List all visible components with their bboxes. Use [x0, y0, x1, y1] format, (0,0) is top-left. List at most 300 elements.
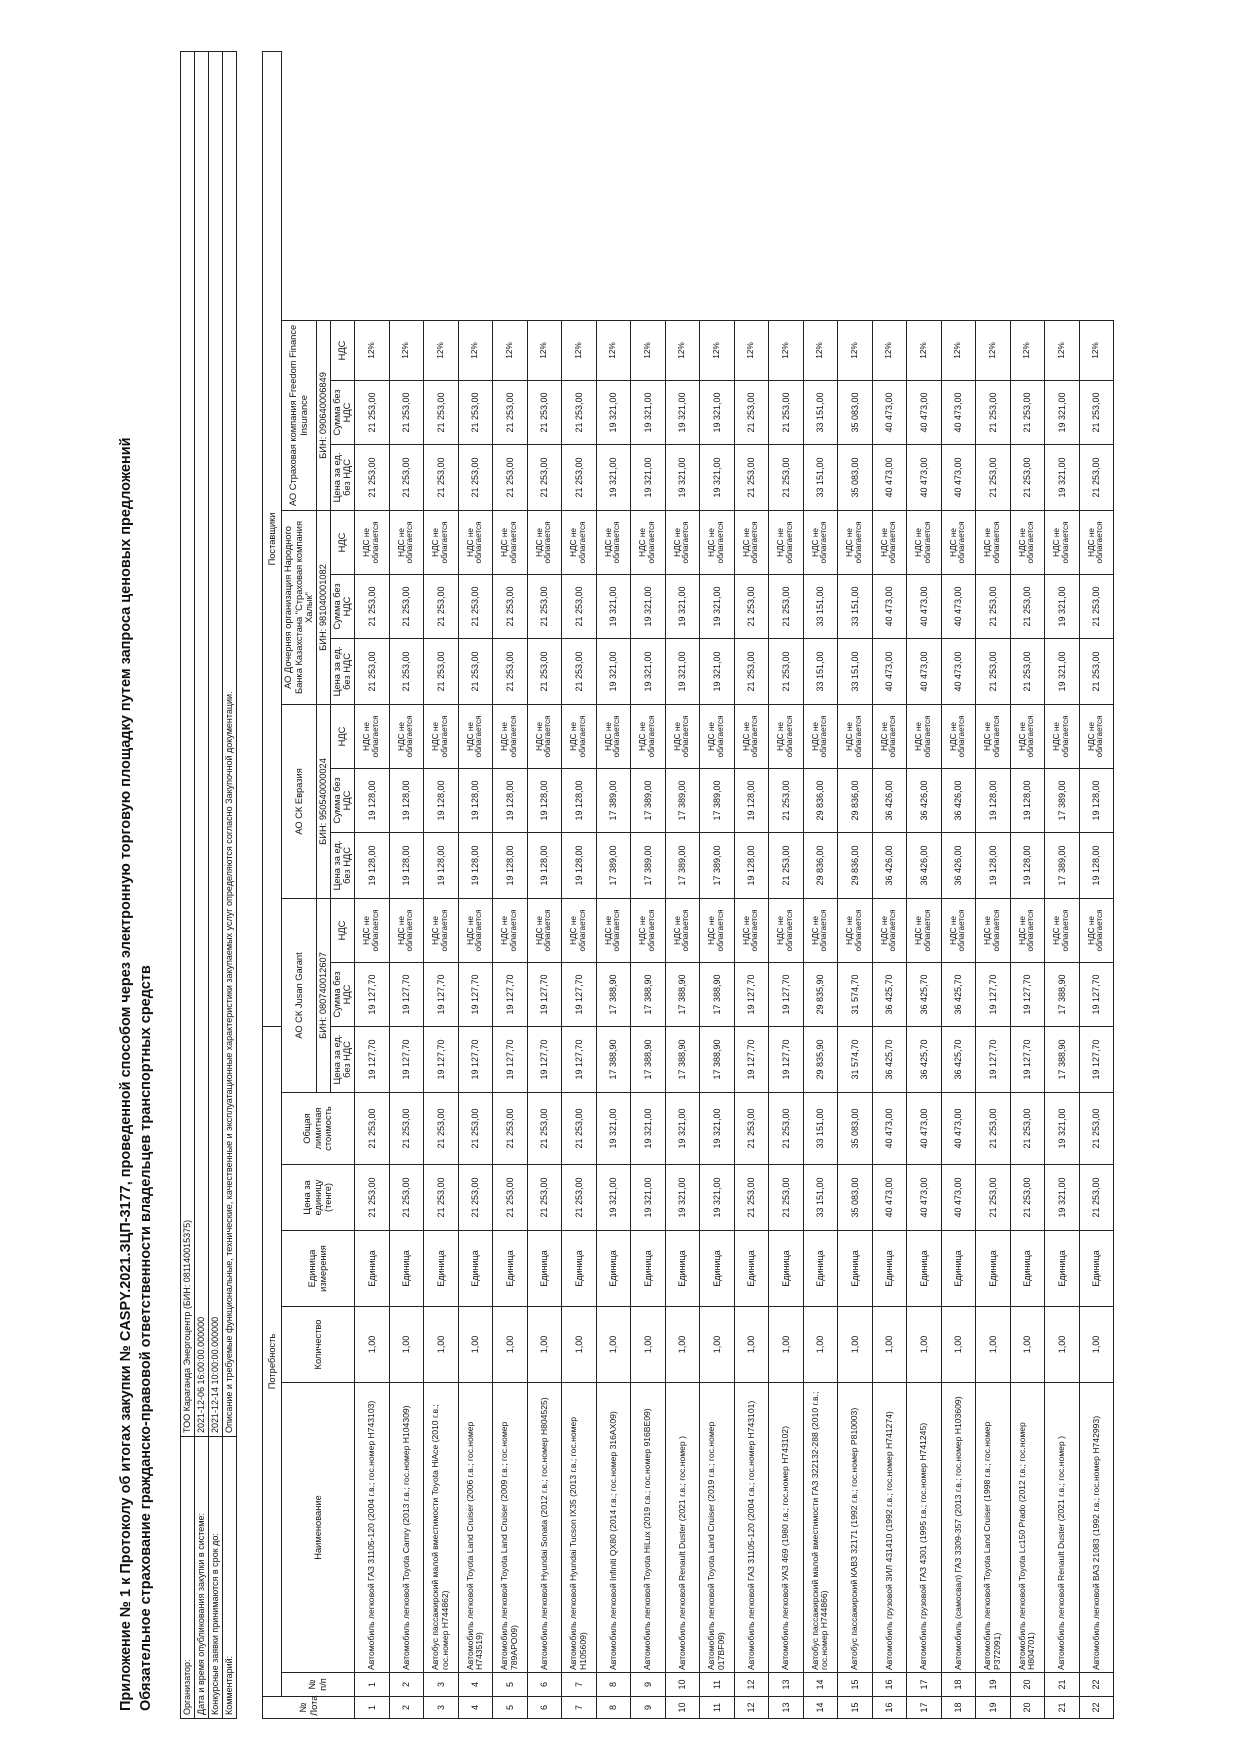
- supplier-4-sum: 19 321,00: [700, 380, 735, 444]
- supplier-3-sum: 33 151,00: [803, 574, 838, 638]
- supplier-2-sum: 19 128,00: [458, 768, 493, 832]
- total-cost: 19 321,00: [596, 1093, 631, 1165]
- supplier-2-price: 36 426,00: [941, 832, 976, 898]
- supplier-2-vat: НДС не облагается: [355, 704, 390, 768]
- unit-price: 19 321,00: [700, 1165, 735, 1231]
- total-cost: 21 253,00: [769, 1093, 804, 1165]
- total-cost: 21 253,00: [458, 1093, 493, 1165]
- supplier-1-vat: НДС не облагается: [1045, 898, 1080, 962]
- supplier-4-price: 19 321,00: [700, 444, 735, 510]
- total-cost: 21 253,00: [493, 1093, 528, 1165]
- meta-row: [181, 52, 195, 1719]
- quantity: 1,00: [1079, 1307, 1114, 1383]
- supplier-2-price: 17 389,00: [631, 832, 666, 898]
- unit: Единица: [734, 1231, 769, 1307]
- supplier-1-sum: 17 388,90: [1045, 962, 1080, 1026]
- supplier-4-vat-rate: 12%: [700, 320, 735, 380]
- supplier-1-vat: НДС не облагается: [1010, 898, 1045, 962]
- supplier-3-price: 21 253,00: [493, 638, 528, 704]
- supplier-1-price: 19 127,70: [976, 1026, 1011, 1092]
- supplier-4-sum: 21 253,00: [976, 380, 1011, 444]
- quantity: 1,00: [493, 1307, 528, 1383]
- supplier-4-sum: 21 253,00: [769, 380, 804, 444]
- supplier-1-price: 19 127,70: [424, 1026, 459, 1092]
- sub-header-vat: НДС: [330, 704, 354, 768]
- supplier-4-price: 40 473,00: [872, 444, 907, 510]
- table-row: [803, 52, 838, 1719]
- supplier-1-vat: НДС не облагается: [1079, 898, 1114, 962]
- supplier-2-price: 19 128,00: [424, 832, 459, 898]
- table-row: [769, 52, 804, 1719]
- supplier-1-vat: НДС не облагается: [493, 898, 528, 962]
- supplier-2-vat: НДС не облагается: [872, 704, 907, 768]
- supplier-4-price: 21 253,00: [734, 444, 769, 510]
- meta-value: Описание и требуемые функциональные, технические, качественные и эксплуатационные характеристики закупаемых услуг определяются согласно Закупочной документации.: [223, 52, 237, 1437]
- item-name: Автомобиль легковой Renault Duster (2021 г.в.; гос.номер ): [665, 1383, 700, 1673]
- quantity: 1,00: [907, 1307, 942, 1383]
- total-cost: 19 321,00: [631, 1093, 666, 1165]
- quantity: 1,00: [527, 1307, 562, 1383]
- supplier-1-price: 19 127,70: [734, 1026, 769, 1092]
- supplier-2-vat: НДС не облагается: [527, 704, 562, 768]
- quantity: 1,00: [631, 1307, 666, 1383]
- lot-number: 8: [596, 1697, 631, 1719]
- supplier-4-vat-rate: 12%: [769, 320, 804, 380]
- supplier-2-vat: НДС не облагается: [631, 704, 666, 768]
- item-name: Автомобиль легковой ГАЗ 31105-120 (2004 г.в.; гос.номер H743103): [355, 1383, 390, 1673]
- supplier-1-price: 36 425,70: [872, 1026, 907, 1092]
- supplier-1-sum: 19 127,70: [734, 962, 769, 1026]
- quantity: 1,00: [803, 1307, 838, 1383]
- supplier-2-price: 29 836,00: [838, 832, 873, 898]
- supplier-3-vat: НДС не облагается: [631, 510, 666, 574]
- table-row: [389, 52, 424, 1719]
- item-name: Автомобиль легковой УАЗ 469 (1980 г.в.; гос.номер H743102): [769, 1383, 804, 1673]
- item-name: Автомобиль легковой Toyota Land Cruiser (2009 г.в.; гос.номер 789APO09): [493, 1383, 528, 1673]
- table-row: [1079, 52, 1114, 1719]
- supplier-1-vat: НДС не облагается: [976, 898, 1011, 962]
- item-name: Автобус пассажирский малой вместимости Toyota HiAce (2010 г.в.; гос.номер H744862): [424, 1383, 459, 1673]
- supplier-1-sum: 19 127,70: [389, 962, 424, 1026]
- supplier-4-vat-rate: 12%: [1079, 320, 1114, 380]
- meta-row: [209, 52, 223, 1719]
- lot-number: 19: [976, 1697, 1011, 1719]
- item-name: Автомобиль легковой Infiniti QX80 (2014 г.в.; гос.номер 316AX09): [596, 1383, 631, 1673]
- supplier-2-sum: 19 128,00: [493, 768, 528, 832]
- sub-header-vat: НДС: [330, 320, 354, 380]
- supplier-3-price: 40 473,00: [907, 638, 942, 704]
- quantity: 1,00: [596, 1307, 631, 1383]
- supplier-3-price: 21 253,00: [769, 638, 804, 704]
- supplier-3-vat: НДС не облагается: [1079, 510, 1114, 574]
- quantity: 1,00: [355, 1307, 390, 1383]
- supplier-4-price: 21 253,00: [1079, 444, 1114, 510]
- row-number: 14: [803, 1673, 838, 1697]
- supplier-3-sum: 21 253,00: [527, 574, 562, 638]
- supplier-1-price: 17 388,90: [1045, 1026, 1080, 1092]
- supplier-4-vat-rate: 12%: [941, 320, 976, 380]
- supplier-1-sum: 31 574,70: [838, 962, 873, 1026]
- supplier-2-sum: 19 128,00: [734, 768, 769, 832]
- supplier-4-vat-rate: 12%: [665, 320, 700, 380]
- unit: Единица: [941, 1231, 976, 1307]
- item-name: Автобус пассажирский малой вместимости ГАЗ 322132-288 (2010 г.в.; гос.номер H744866): [803, 1383, 838, 1673]
- supplier-1-price: 36 425,70: [907, 1026, 942, 1092]
- supplier-3-vat: НДС не облагается: [562, 510, 597, 574]
- quantity: 1,00: [734, 1307, 769, 1383]
- supplier-1-sum: 17 388,90: [665, 962, 700, 1026]
- supplier-1-vat: НДС не облагается: [665, 898, 700, 962]
- supplier-4-vat-rate: 12%: [1045, 320, 1080, 380]
- supplier-2-price: 19 128,00: [734, 832, 769, 898]
- supplier-1-sum: 29 835,90: [803, 962, 838, 1026]
- supplier-3-vat: НДС не облагается: [872, 510, 907, 574]
- document-subtitle: Обязательное страхование гражданско-правовой ответственности владельцев транспортных средств: [138, 965, 154, 1711]
- supplier-1-vat: НДС не облагается: [596, 898, 631, 962]
- unit: Единица: [355, 1231, 390, 1307]
- lot-number: 15: [838, 1697, 873, 1719]
- supplier-4-sum: 21 253,00: [734, 380, 769, 444]
- supplier-4-sum: 21 253,00: [355, 380, 390, 444]
- row-number: 21: [1045, 1673, 1080, 1697]
- meta-key: Дата и время опубликования закупки в системе:: [195, 1437, 209, 1719]
- supplier-1-vat: НДС не облагается: [700, 898, 735, 962]
- supplier-3-price: 19 321,00: [700, 638, 735, 704]
- unit: Единица: [596, 1231, 631, 1307]
- row-number: 16: [872, 1673, 907, 1697]
- supplier-2-vat: НДС не облагается: [493, 704, 528, 768]
- unit-price: 21 253,00: [389, 1165, 424, 1231]
- lot-number: 9: [631, 1697, 666, 1719]
- supplier-2-vat: НДС не облагается: [562, 704, 597, 768]
- supplier-2-sum: 19 128,00: [355, 768, 390, 832]
- total-cost: 19 321,00: [1045, 1093, 1080, 1165]
- supplier-2-vat: НДС не облагается: [1010, 704, 1045, 768]
- unit-price: 21 253,00: [458, 1165, 493, 1231]
- supplier-2-sum: 36 426,00: [872, 768, 907, 832]
- unit: Единица: [1079, 1231, 1114, 1307]
- lot-number: 16: [872, 1697, 907, 1719]
- supplier-3-vat: НДС не облагается: [493, 510, 528, 574]
- row-number: 4: [458, 1673, 493, 1697]
- supplier-1-sum: 19 127,70: [355, 962, 390, 1026]
- supplier-1-bin: БИН: 080740012607: [317, 898, 331, 1092]
- supplier-4-vat-rate: 12%: [734, 320, 769, 380]
- supplier-1-price: 36 425,70: [941, 1026, 976, 1092]
- supplier-2-price: 19 128,00: [389, 832, 424, 898]
- total-cost: 21 253,00: [1010, 1093, 1045, 1165]
- unit-price: 40 473,00: [907, 1165, 942, 1231]
- lot-number: 18: [941, 1697, 976, 1719]
- row-number: 12: [734, 1673, 769, 1697]
- unit: Единица: [700, 1231, 735, 1307]
- header-need: Потребность: [263, 1026, 282, 1696]
- supplier-1-vat: НДС не облагается: [631, 898, 666, 962]
- supplier-4-price: 21 253,00: [976, 444, 1011, 510]
- supplier-4-bin: БИН: 090640006849: [317, 320, 331, 510]
- supplier-3-price: 21 253,00: [734, 638, 769, 704]
- supplier-2-sum: 17 389,00: [596, 768, 631, 832]
- unit-price: 40 473,00: [872, 1165, 907, 1231]
- meta-key: Организатор:: [181, 1437, 195, 1719]
- supplier-2-price: 19 128,00: [976, 832, 1011, 898]
- supplier-3-sum: 21 253,00: [769, 574, 804, 638]
- total-cost: 21 253,00: [1079, 1093, 1114, 1165]
- total-cost: 35 083,00: [838, 1093, 873, 1165]
- supplier-2-price: 19 128,00: [1010, 832, 1045, 898]
- supplier-4-sum: 21 253,00: [1010, 380, 1045, 444]
- supplier-1-sum: 19 127,70: [527, 962, 562, 1026]
- row-number: 2: [389, 1673, 424, 1697]
- total-cost: 21 253,00: [976, 1093, 1011, 1165]
- quantity: 1,00: [1010, 1307, 1045, 1383]
- supplier-3-price: 21 253,00: [1079, 638, 1114, 704]
- supplier-1-price: 31 574,70: [838, 1026, 873, 1092]
- lot-number: 13: [769, 1697, 804, 1719]
- lot-number: 20: [1010, 1697, 1045, 1719]
- unit-price: 21 253,00: [769, 1165, 804, 1231]
- table-row: [424, 52, 459, 1719]
- table-row: [734, 52, 769, 1719]
- supplier-3-sum: 21 253,00: [734, 574, 769, 638]
- lot-number: 4: [458, 1697, 493, 1719]
- item-name: Автобус пассажирский КАВЗ 32171 (1992 г.в.; гос.номер P810003): [838, 1383, 873, 1673]
- unit-price: 40 473,00: [941, 1165, 976, 1231]
- quantity: 1,00: [424, 1307, 459, 1383]
- supplier-1-vat: НДС не облагается: [527, 898, 562, 962]
- supplier-1-sum: 19 127,70: [1010, 962, 1045, 1026]
- supplier-3-sum: 21 253,00: [389, 574, 424, 638]
- supplier-1-price: 19 127,70: [493, 1026, 528, 1092]
- supplier-1-sum: 17 388,90: [596, 962, 631, 1026]
- supplier-3-price: 21 253,00: [458, 638, 493, 704]
- supplier-3-price: 21 253,00: [355, 638, 390, 704]
- header-total: Общая лимитная стоимость: [282, 1093, 355, 1165]
- supplier-1-vat: НДС не облагается: [941, 898, 976, 962]
- supplier-3-sum: 19 321,00: [631, 574, 666, 638]
- supplier-3-vat: НДС не облагается: [976, 510, 1011, 574]
- supplier-4-price: 19 321,00: [665, 444, 700, 510]
- total-cost: 40 473,00: [941, 1093, 976, 1165]
- table-row: [527, 52, 562, 1719]
- supplier-1-sum: 19 127,70: [1079, 962, 1114, 1026]
- unit: Единица: [1045, 1231, 1080, 1307]
- supplier-3-price: 21 253,00: [1010, 638, 1045, 704]
- supplier-1-price: 19 127,70: [562, 1026, 597, 1092]
- unit: Единица: [907, 1231, 942, 1307]
- supplier-3-vat: НДС не облагается: [907, 510, 942, 574]
- supplier-4-sum: 35 083,00: [838, 380, 873, 444]
- unit-price: 35 083,00: [838, 1165, 873, 1231]
- item-name: Автомобиль легковой Toyota Land Cruiser (1998 г.в.; гос.номер P372091): [976, 1383, 1011, 1673]
- supplier-3-price: 21 253,00: [562, 638, 597, 704]
- total-cost: 40 473,00: [872, 1093, 907, 1165]
- meta-value: ТОО Караганда Энергоцентр (БИН: 081140015375): [181, 52, 195, 1437]
- supplier-1-price: 17 388,90: [631, 1026, 666, 1092]
- supplier-2-price: 19 128,00: [493, 832, 528, 898]
- sub-header-sum: Сумма без НДС: [330, 574, 354, 638]
- supplier-3-price: 40 473,00: [941, 638, 976, 704]
- unit: Единица: [527, 1231, 562, 1307]
- supplier-4-price: 21 253,00: [562, 444, 597, 510]
- supplier-3-vat: НДС не облагается: [527, 510, 562, 574]
- item-name: Автомобиль легковой Toyota HiLux (2019 г.в.; гос.номер 916BE09): [631, 1383, 666, 1673]
- unit-price: 19 321,00: [596, 1165, 631, 1231]
- supplier-4-price: 33 151,00: [803, 444, 838, 510]
- table-row: [493, 52, 528, 1719]
- meta-key: Конкурсные заявки принимаются в срок до:: [209, 1437, 223, 1719]
- supplier-4-vat-rate: 12%: [872, 320, 907, 380]
- item-name: Автомобиль легковой Toyota Land Cruiser (2006 г.в.; гос.номер H743519): [458, 1383, 493, 1673]
- supplier-3-vat: НДС не облагается: [1045, 510, 1080, 574]
- supplier-4-vat-rate: 12%: [631, 320, 666, 380]
- supplier-1-vat: НДС не облагается: [769, 898, 804, 962]
- unit-price: 21 253,00: [734, 1165, 769, 1231]
- supplier-1-sum: 36 425,70: [907, 962, 942, 1026]
- unit: Единица: [493, 1231, 528, 1307]
- supplier-2-price: 19 128,00: [527, 832, 562, 898]
- table-row: [596, 52, 631, 1719]
- supplier-3-price: 19 321,00: [1045, 638, 1080, 704]
- unit-price: 21 253,00: [1010, 1165, 1045, 1231]
- supplier-3-sum: 21 253,00: [1010, 574, 1045, 638]
- bids-table-body: [355, 52, 1114, 1719]
- supplier-3-sum: 40 473,00: [941, 574, 976, 638]
- supplier-2-vat: НДС не облагается: [1079, 704, 1114, 768]
- supplier-1-vat: НДС не облагается: [838, 898, 873, 962]
- total-cost: 21 253,00: [389, 1093, 424, 1165]
- supplier-4-price: 21 253,00: [355, 444, 390, 510]
- supplier-4-sum: 21 253,00: [424, 380, 459, 444]
- supplier-2-vat: НДС не облагается: [734, 704, 769, 768]
- supplier-2-price: 17 389,00: [665, 832, 700, 898]
- supplier-4-price: 19 321,00: [1045, 444, 1080, 510]
- supplier-2-sum: 19 128,00: [527, 768, 562, 832]
- supplier-2-price: 17 389,00: [596, 832, 631, 898]
- supplier-1-vat: НДС не облагается: [734, 898, 769, 962]
- supplier-4-vat-rate: 12%: [389, 320, 424, 380]
- supplier-3-sum: 21 253,00: [458, 574, 493, 638]
- supplier-3-price: 21 253,00: [424, 638, 459, 704]
- supplier-3-vat: НДС не облагается: [665, 510, 700, 574]
- row-number: 11: [700, 1673, 735, 1697]
- supplier-2-vat: НДС не облагается: [1045, 704, 1080, 768]
- item-name: Автомобиль легковой Hyundai Sonata (2012 г.в.; гос.номер H804525): [527, 1383, 562, 1673]
- supplier-4-price: 19 321,00: [596, 444, 631, 510]
- item-name: Автомобиль (самосвал) ГАЗ 3309-357 (2013 г.в.; гос.номер H103609): [941, 1383, 976, 1673]
- procurement-info-table: [180, 51, 237, 1719]
- unit-price: 33 151,00: [803, 1165, 838, 1231]
- header-lot: № Лота: [263, 1697, 355, 1719]
- lot-number: 10: [665, 1697, 700, 1719]
- item-name: Автомобиль легковой ВАЗ 21083 (1992 г.в.; гос.номер H742993): [1079, 1383, 1114, 1673]
- row-number: 19: [976, 1673, 1011, 1697]
- document-title: Приложение № 1 к Протоколу об итогах закупки № CASPY.2021.ЗЦП-3177, проведенной способом через электронную торговую площадку путем запроса ценовых предложений: [118, 437, 134, 1711]
- header-price: Цена за единицу (тенге): [282, 1165, 355, 1231]
- supplier-4-price: 21 253,00: [527, 444, 562, 510]
- row-number: 3: [424, 1673, 459, 1697]
- row-number: 10: [665, 1673, 700, 1697]
- supplier-4-name: АО Страховая компания Freedom Finance Insurance: [282, 320, 317, 510]
- total-cost: 33 151,00: [803, 1093, 838, 1165]
- supplier-1-sum: 19 127,70: [493, 962, 528, 1026]
- supplier-3-vat: НДС не облагается: [1010, 510, 1045, 574]
- supplier-1-price: 19 127,70: [389, 1026, 424, 1092]
- item-name: Автомобиль легковой ГАЗ 31105-120 (2004 г.в.; гос.номер H743101): [734, 1383, 769, 1673]
- lot-number: 11: [700, 1697, 735, 1719]
- sub-header-price: Цена за ед. без НДС: [330, 1026, 354, 1092]
- total-cost: 21 253,00: [734, 1093, 769, 1165]
- item-name: Автомобиль легковой Hyundai Tucson IX35 (2013 г.в.; гос.номер H105609): [562, 1383, 597, 1673]
- supplier-3-sum: 19 321,00: [665, 574, 700, 638]
- supplier-3-sum: 19 321,00: [596, 574, 631, 638]
- supplier-2-price: 19 128,00: [562, 832, 597, 898]
- supplier-4-sum: 21 253,00: [1079, 380, 1114, 444]
- supplier-2-vat: НДС не облагается: [665, 704, 700, 768]
- supplier-1-price: 29 835,90: [803, 1026, 838, 1092]
- supplier-3-vat: НДС не облагается: [700, 510, 735, 574]
- supplier-2-price: 19 128,00: [1079, 832, 1114, 898]
- supplier-1-vat: НДС не облагается: [803, 898, 838, 962]
- supplier-3-sum: 40 473,00: [872, 574, 907, 638]
- unit: Единица: [769, 1231, 804, 1307]
- table-row: [872, 52, 907, 1719]
- row-number: 6: [527, 1673, 562, 1697]
- supplier-2-name: АО СК Евразия: [282, 704, 317, 898]
- table-row: [355, 52, 390, 1719]
- lot-number: 3: [424, 1697, 459, 1719]
- table-row: [976, 52, 1011, 1719]
- supplier-3-sum: 21 253,00: [493, 574, 528, 638]
- row-number: 8: [596, 1673, 631, 1697]
- supplier-4-sum: 19 321,00: [596, 380, 631, 444]
- supplier-4-sum: 40 473,00: [907, 380, 942, 444]
- supplier-1-vat: НДС не облагается: [389, 898, 424, 962]
- supplier-2-vat: НДС не облагается: [596, 704, 631, 768]
- item-name: Автомобиль легковой Toyota Lc150 Prado (2012 г.в.; гос.номер H804701): [1010, 1383, 1045, 1673]
- supplier-1-sum: 19 127,70: [458, 962, 493, 1026]
- quantity: 1,00: [941, 1307, 976, 1383]
- header-qty: Количество: [282, 1307, 355, 1383]
- supplier-2-vat: НДС не облагается: [838, 704, 873, 768]
- row-number: 20: [1010, 1673, 1045, 1697]
- supplier-1-price: 19 127,70: [1079, 1026, 1114, 1092]
- supplier-4-price: 35 083,00: [838, 444, 873, 510]
- supplier-3-vat: НДС не облагается: [458, 510, 493, 574]
- supplier-2-price: 36 426,00: [907, 832, 942, 898]
- sub-header-price: Цена за ед. без НДС: [330, 832, 354, 898]
- supplier-1-sum: 19 127,70: [769, 962, 804, 1026]
- supplier-4-sum: 19 321,00: [1045, 380, 1080, 444]
- supplier-2-price: 19 128,00: [458, 832, 493, 898]
- supplier-1-price: 19 127,70: [1010, 1026, 1045, 1092]
- supplier-4-price: 40 473,00: [907, 444, 942, 510]
- table-row: [562, 52, 597, 1719]
- unit: Единица: [562, 1231, 597, 1307]
- supplier-4-price: 21 253,00: [389, 444, 424, 510]
- lot-number: 2: [389, 1697, 424, 1719]
- supplier-2-sum: 29 836,00: [838, 768, 873, 832]
- lot-number: 6: [527, 1697, 562, 1719]
- supplier-2-price: 36 426,00: [872, 832, 907, 898]
- supplier-1-sum: 36 425,70: [872, 962, 907, 1026]
- supplier-3-price: 21 253,00: [976, 638, 1011, 704]
- row-number: 5: [493, 1673, 528, 1697]
- supplier-3-sum: 33 151,00: [838, 574, 873, 638]
- table-row: [700, 52, 735, 1719]
- supplier-2-sum: 17 389,00: [700, 768, 735, 832]
- row-number: 7: [562, 1673, 597, 1697]
